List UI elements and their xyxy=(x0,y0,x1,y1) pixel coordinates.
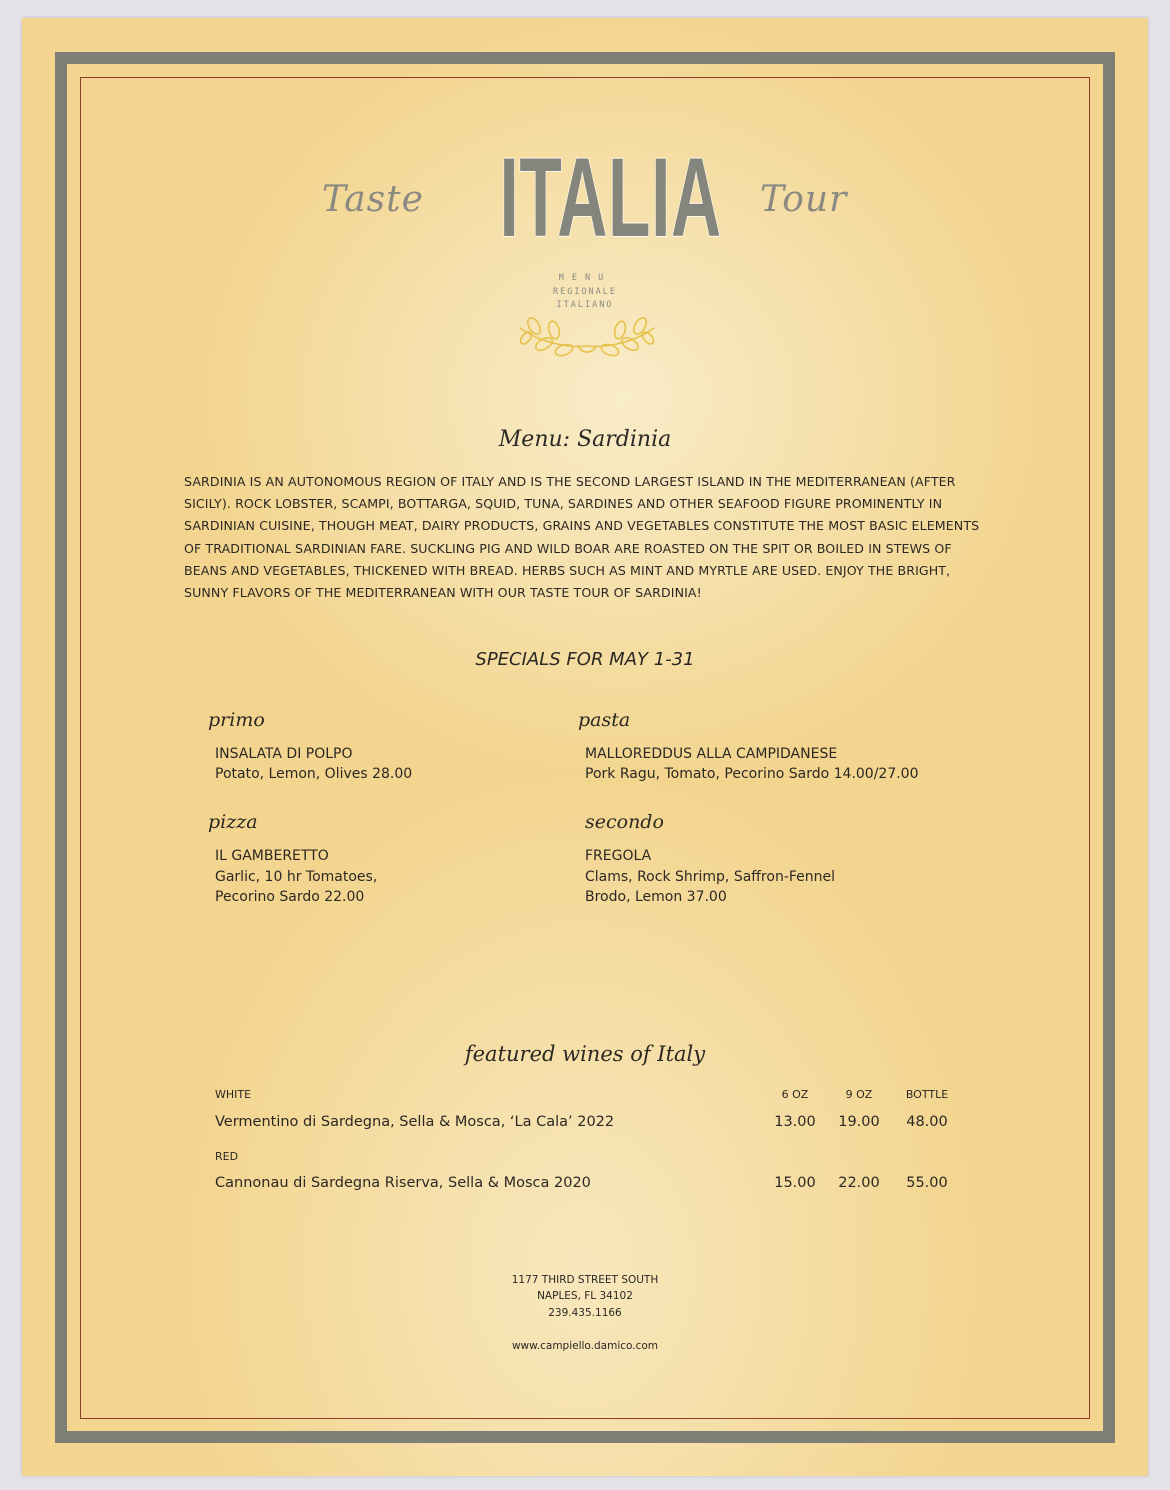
wine-price-white-bottle: 48.00 xyxy=(906,1114,948,1130)
footer-address-line-2: NAPLES, FL 34102 xyxy=(537,1290,633,1302)
footer-phone: 239.435.1166 xyxy=(548,1307,622,1319)
footer-website: www.campiello.damico.com xyxy=(511,1340,659,1352)
intro-paragraph: SARDINIA IS AN AUTONOMOUS REGION OF ITALY AND IS THE SECOND LARGEST ISLAND IN THE MEDITERRANEAN (AFTER SICILY). ROCK LOBSTER, SCAMPI, BOTTARGA, SQUID, TUNA, SARDINES AND OTHER SEAFOOD FIGURE PROMINENTLY IN SARDINIAN CUISINE, THOUGH MEAT, DAIRY PRODUCTS, GRAINS AND VEGETABLES CONSTITUTE THE MOST BASIC ELEMENTS OF TRADITIONAL SARDINIAN FARE. SUCKLING PIG AND WILD BOAR ARE ROASTED ON THE SPIT OR BOILED IN STEWS OF BEANS AND VEGETABLES, THICKENED WITH BREAD. HERBS SUCH AS MINT AND MYRTLE ARE USED. ENJOY THE BRIGHT, SUNNY FLAVORS OF THE MEDITERRANEAN WITH OUR TASTE TOUR OF SARDINIA! xyxy=(184,474,980,601)
dish-name-primo: INSALATA DI POLPO xyxy=(215,746,353,762)
wine-category-red: RED xyxy=(215,1150,239,1163)
wine-price-red-bottle: 55.00 xyxy=(906,1175,948,1191)
header-right-script: Tour xyxy=(760,179,848,220)
dish-desc-secondo-1: Clams, Rock Shrimp, Saffron-Fennel xyxy=(585,869,836,885)
course-label-pizza: pizza xyxy=(208,811,258,833)
menu-title: Menu: Sardinia xyxy=(498,427,672,452)
header-left-script: Taste xyxy=(322,179,424,220)
dish-name-pizza: IL GAMBERETTO xyxy=(215,848,329,864)
course-label-pasta: pasta xyxy=(578,709,631,731)
wine-price-red-9oz: 22.00 xyxy=(838,1175,880,1191)
subtitle-line-3: ITALIANO xyxy=(556,300,614,310)
wine-column-9oz: 9 OZ xyxy=(845,1088,873,1101)
subtitle-line-1: MENU xyxy=(558,273,612,283)
footer-address-line-1: 1177 THIRD STREET SOUTH xyxy=(511,1274,659,1286)
dish-desc-pasta: Pork Ragu, Tomato, Pecorino Sardo 14.00/27.00 xyxy=(585,766,919,782)
olive-branch-icon xyxy=(512,306,662,366)
dish-desc-pizza-2: Pecorino Sardo 22.00 xyxy=(215,889,365,905)
wine-category-white: WHITE xyxy=(215,1088,252,1101)
course-label-primo: primo xyxy=(208,709,265,731)
dish-desc-secondo-2: Brodo, Lemon 37.00 xyxy=(585,889,727,905)
wine-column-6oz: 6 OZ xyxy=(781,1088,809,1101)
wine-column-bottle: BOTTLE xyxy=(905,1088,949,1101)
dish-desc-pizza-1: Garlic, 10 hr Tomatoes, xyxy=(215,869,378,885)
specials-title: SPECIALS FOR MAY 1-31 xyxy=(475,649,695,670)
main-title: ITALIA xyxy=(499,135,722,260)
subtitle-line-2: REGIONALE xyxy=(552,287,618,297)
wines-title: featured wines of Italy xyxy=(464,1042,706,1066)
wine-price-white-6oz: 13.00 xyxy=(774,1114,816,1130)
course-label-secondo: secondo xyxy=(585,811,664,833)
wine-name-red: Cannonau di Sardegna Riserva, Sella & Mosca 2020 xyxy=(215,1175,591,1191)
dish-name-secondo: FREGOLA xyxy=(585,848,652,864)
wine-price-red-6oz: 15.00 xyxy=(774,1175,816,1191)
wine-name-white: Vermentino di Sardegna, Sella & Mosca, ‘La Cala’ 2022 xyxy=(215,1114,615,1130)
wine-price-white-9oz: 19.00 xyxy=(838,1114,880,1130)
dish-name-pasta: MALLOREDDUS ALLA CAMPIDANESE xyxy=(585,746,838,762)
dish-desc-primo: Potato, Lemon, Olives 28.00 xyxy=(215,766,413,782)
